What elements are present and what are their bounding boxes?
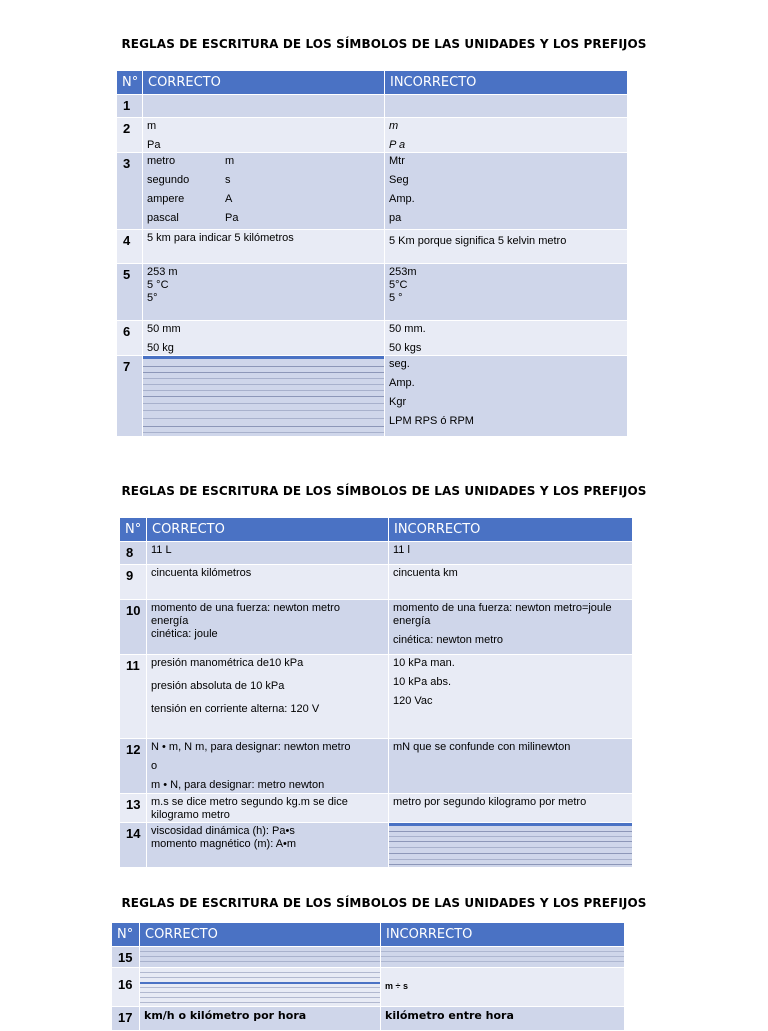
row-number: 10 — [120, 600, 147, 655]
table-row — [117, 95, 628, 118]
rules-table-1 — [116, 70, 628, 437]
table-row: 4 5 km para indicar 5 kilómetros 5 Km porque significa 5 kelvin metro — [117, 230, 628, 264]
table-row: 16 m ÷ s — [112, 968, 625, 1007]
row-number: 15 — [112, 947, 140, 968]
thumbnail-image — [140, 968, 380, 1006]
section-2-title: REGLAS DE ESCRITURA DE LOS SÍMBOLOS DE LAS UNIDADES Y LOS PREFIJOS — [121, 484, 647, 498]
table-row: 10 momento de una fuerza: newton metro energía cinética: joule momento de una fuerza: newton metro=joule energía cinética: newton metro — [120, 600, 633, 655]
table-row: 12 N • m, N m, para designar: newton metro o m • N, para designar: metro newton mN que se confunde con milinewton — [120, 739, 633, 794]
table-header — [112, 923, 625, 947]
table-row: 3 metro m segundo s ampere A pascal Pa Mtr Seg Amp. pa — [117, 153, 628, 230]
table-row: 7 seg. Amp. Kgr LPM RPS ó RPM — [117, 356, 628, 437]
table-row — [112, 947, 625, 968]
table-row: 14 viscosidad dinámica (h): Pa•s momento magnético (m): A•m — [120, 823, 633, 868]
thumbnail-image — [143, 356, 384, 436]
row-number: 6 — [117, 321, 143, 356]
rules-table-3 — [111, 922, 625, 1031]
row-number: 3 — [117, 153, 143, 230]
row-number: 7 — [117, 356, 143, 437]
section-1-title: REGLAS DE ESCRITURA DE LOS SÍMBOLOS DE LAS UNIDADES Y LOS PREFIJOS — [121, 37, 647, 51]
row-number: 11 — [120, 655, 147, 739]
thumbnail-image — [389, 823, 632, 867]
row-number: 8 — [120, 542, 147, 565]
row-number: 9 — [120, 565, 147, 600]
row-number: 16 — [112, 968, 140, 1007]
header-correcto: CORRECTO — [143, 71, 385, 95]
row-number: 5 — [117, 264, 143, 321]
row-number: 2 — [117, 118, 143, 153]
row-number: 1 — [117, 95, 143, 118]
table-row: 9 cincuenta kilómetros cincuenta km — [120, 565, 633, 600]
thumbnail-image — [140, 947, 380, 967]
header-n: N° — [120, 518, 147, 542]
header-incorrecto: INCORRECTO — [389, 518, 633, 542]
table-header — [117, 71, 628, 95]
thumbnail-image — [381, 947, 624, 967]
table-row: 8 11 L 11 l — [120, 542, 633, 565]
header-correcto: CORRECTO — [147, 518, 389, 542]
header-n: N° — [117, 71, 143, 95]
section-3-title: REGLAS DE ESCRITURA DE LOS SÍMBOLOS DE LAS UNIDADES Y LOS PREFIJOS — [121, 896, 647, 910]
row-number: 17 — [112, 1007, 140, 1031]
table-row: 2 m Pa m P a — [117, 118, 628, 153]
header-incorrecto: INCORRECTO — [381, 923, 625, 947]
header-incorrecto: INCORRECTO — [385, 71, 628, 95]
table-row: 17 km/h o kilómetro por hora kilómetro entre hora — [112, 1007, 625, 1031]
table-row: 13 m.s se dice metro segundo kg.m se dice kilogramo metro metro por segundo kilogramo por metro — [120, 794, 633, 823]
row-number: 13 — [120, 794, 147, 823]
row-number: 12 — [120, 739, 147, 794]
row-number: 14 — [120, 823, 147, 868]
header-n: N° — [112, 923, 140, 947]
table-header — [120, 518, 633, 542]
row-number: 4 — [117, 230, 143, 264]
table-row: 5 253 m 5 °C 5° 253m 5°C 5 ° — [117, 264, 628, 321]
header-correcto: CORRECTO — [140, 923, 381, 947]
table-row: 6 50 mm 50 kg 50 mm. 50 kgs — [117, 321, 628, 356]
table-row: 11 presión manométrica de10 kPa presión absoluta de 10 kPa tensión en corriente alterna: 120 V 10 kPa man. 10 kPa abs. 120 Vac — [120, 655, 633, 739]
rules-table-2 — [119, 517, 633, 868]
